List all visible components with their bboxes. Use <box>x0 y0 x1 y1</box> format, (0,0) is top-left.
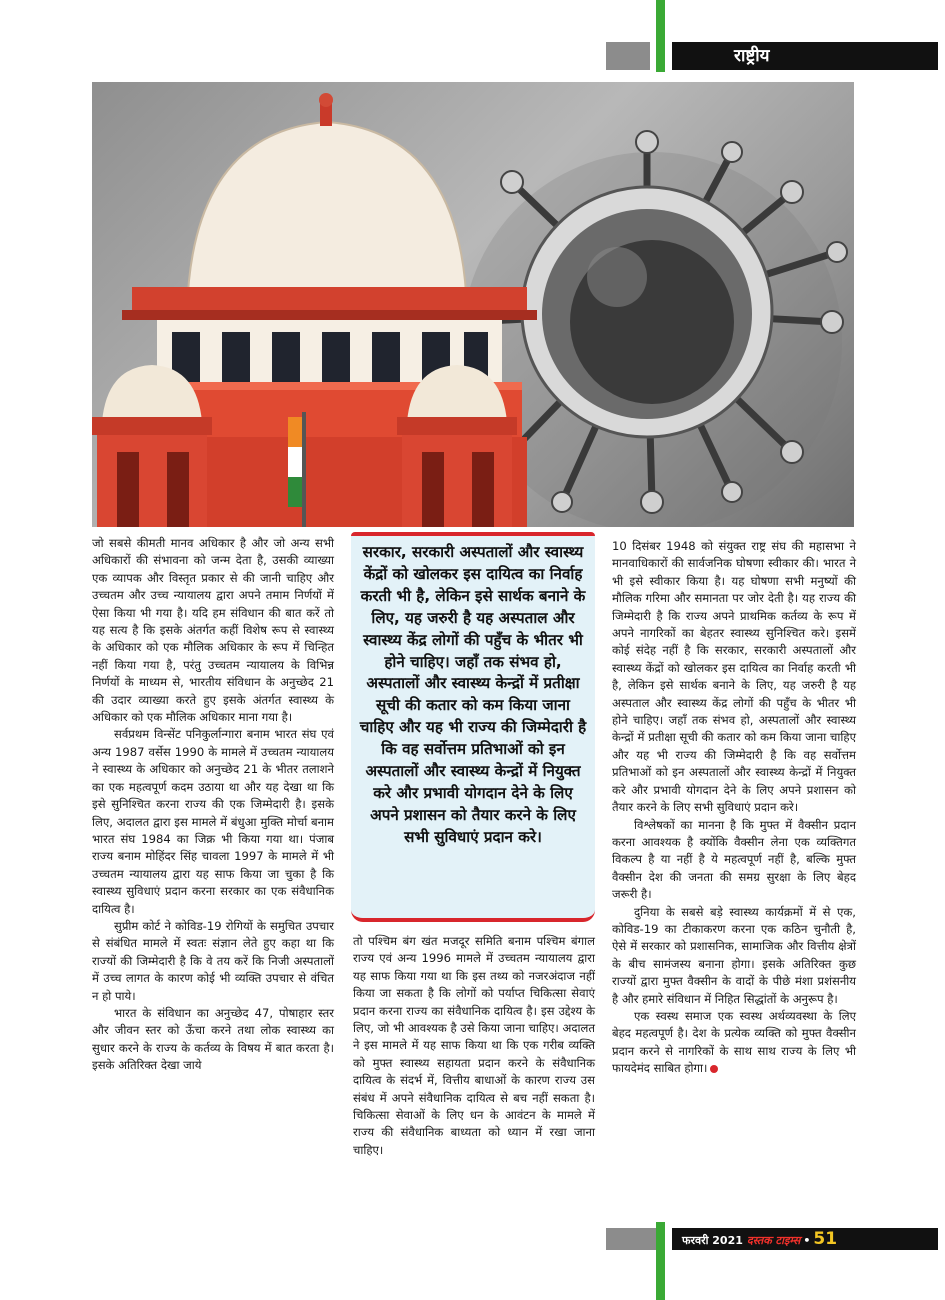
paragraph: भारत के संविधान का अनुच्छेद 47, पोषाहार स्तर और जीवन स्तर को ऊँचा करने तथा लोक स्वास्थ्य का सुधार करने के राज्य के कर्तव्य के विषय में बात करता है। इसके अतिरिक्त देखा जाये <box>92 1005 334 1073</box>
column-1 <box>92 535 334 1075</box>
end-mark-icon <box>710 1065 718 1073</box>
magazine-logo: दस्तक टाइम्स <box>746 1234 801 1247</box>
pull-quote <box>351 532 595 922</box>
paragraph: दुनिया के सबसे बड़े स्वास्थ्य कार्यक्रमों में से एक, कोविड-19 का टीकाकरण करना एक कठिन चुनौती है, ऐसे में सरकार को प्रशासनिक, सामाजिक और वित्तीय क्षेत्रों के बीच सामंजस्य बनाना होगा। इसके अतिरिक्त कुछ राज्यों द्वारा मुफ्त वैक्सीन के वादों के पीछे मंशा प्रशंसनीय है और हमारे संविधान में निहित सिद्धांतों के अनुरूप है। <box>612 904 856 1006</box>
paragraph: विश्लेषकों का मानना है कि मुफ्त में वैक्सीन प्रदान करना आवश्यक है क्योंकि वैक्सीन लेना एक व्यक्तिगत विकल्प है या नहीं है ये महत्वपूर्ण नहीं है, बल्कि मुफ्त वैक्सीन देश की जनता की समग्र सुरक्षा के लिए बेहद जरूरी है। <box>612 817 856 902</box>
pull-quote-text: सरकार, सरकारी अस्पतालों और स्वास्थ्य केंद्रों को खोलकर इस दायित्व का निर्वाह करती भी है, लेकिन इसे सार्थक बनाने के लिए, यह जरुरी है यह अस्पताल और स्वास्थ्य केंद्र लोगों की पहुँच के भीतर भी होने चाहिए। जहाँ तक संभव हो, अस्पतालों और स्वास्थ्य केन्द्रों में प्रतीक्षा सूची की कतार को कम किया जाना चाहिए और यह भी राज्य की जिम्मेदारी है कि वह सर्वोत्तम प्रतिभाओं को इन अस्पतालों और स्वास्थ्य केन्द्रों में नियुक्त करे और प्रभावी योगदान देने के लिए अपने प्रशासन को तैयार करने के लिए सभी सुविधाएं प्रदान करे। <box>359 543 587 846</box>
paragraph: तो पश्चिम बंग खंत मजदूर समिति बनाम पश्चिम बंगाल राज्य एवं अन्य 1996 मामले में उच्चतम न्यायालय द्वारा यह साफ किया गया था कि इस तथ्य को नजरअंदाज नहीं किया जा सकता है कि लोगों को पर्याप्त चिकित्सा सेवाएं प्रदान करना राज्य का संवैधानिक दायित्व है। इस उद्देश्य के लिए, जो भी आवश्यक है उसे किया जाना चाहिए। अदालत ने इस मामले में यह साफ किया था कि एक गरीब व्यक्ति को मुफ्त स्वास्थ्य सहायता प्रदान करने के संवैधानिक दायित्व के संदर्भ में, वित्तीय बाधाओं के कारण राज्य उस संबंध में अपने संवैधानिक दायित्व से बच नहीं सकता है। चिकित्सा सेवाओं के लिए धन के आवंटन के मामले में राज्य की संवैधानिक बाध्यता को ध्यान में रखा जाना चाहिए। <box>353 934 595 1157</box>
paragraph <box>612 1008 856 1078</box>
header-gray-block <box>606 42 650 70</box>
supreme-court-illustration <box>92 93 537 527</box>
page-number: 51 <box>813 1229 838 1249</box>
section-label: राष्ट्रीय <box>672 42 938 70</box>
header-green-bar <box>656 0 665 72</box>
paragraph: जो सबसे कीमती मानव अधिकार है और जो अन्य सभी अधिकारों की संभावना को जन्म देता है, उसकी व्याख्या एक व्यापक और विस्तृत प्रकार से की जानी चाहिए और उच्चतम और उच्च न्यायालय द्वारा अपने तमाम निर्णयों में ऐसा किया भी गया है। यदि हम संविधान की बात करें तो यह सत्य है कि इसके अंतर्गत कहीं विशेष रूप से स्वास्थ्य के अधिकार को एक मौलिक अधिकार के रूप में चिन्हित नहीं किया गया है, परंतु उच्चतम न्यायालय के विभिन्न निर्णयों के माध्यम से, भारतीय संविधान के अनुच्छेद 21 की उदार व्याख्या करते हुए इसके अंतर्गत स्वास्थ्य के अधिकार को एक मौलिक अधिकार माना गया है। <box>92 536 334 725</box>
footer-gray-block <box>606 1228 656 1250</box>
hero-illustration <box>92 82 854 527</box>
paragraph: सुप्रीम कोर्ट ने कोविड-19 रोगियों के समुचित उपचार से संबंधित मामले में स्वतः संज्ञान लेते हुए कहा था कि राज्यों की जिम्मेदारी है कि वे तय करें कि निजी अस्पतालों में उच्च लागत के कारण कोई भी व्यक्ति उपचार से वंचित न हो पाये। <box>92 918 334 1003</box>
issue-date: फरवरी 2021 <box>682 1234 743 1247</box>
paragraph: सर्वप्रथम विन्सेंट पनिकुर्लान्गारा बनाम भारत संघ एवं अन्य 1987 वर्सेस 1990 के मामले में उच्चतम न्यायालय ने स्वास्थ्य के अधिकार को अनुच्छेद 21 के भीतर तलाशने का एक महत्वपूर्ण कदम उठाया था और यह देखा था कि इसे सुनिश्चित करना राज्य की एक जिम्मेदारी है। इसके लिए, अदालत द्वारा इस मामले में बंधुआ मुक्ति मोर्चा बनाम भारत संघ 1984 का जिक्र भी किया गया था। पंजाब राज्य बनाम मोहिंदर सिंह चावला 1997 के मामले में भी उच्चतम न्यायालय द्वारा यह साफ किया जा चुका है कि स्वास्थ्य सुविधाएं प्रदान करना सरकार का एक संवैधानिक दायित्व है। <box>92 727 334 916</box>
column-2 <box>353 933 595 1159</box>
paragraph-text: एक स्वस्थ समाज एक स्वस्थ अर्थव्यवस्था के लिए बेहद महत्वपूर्ण है। देश के प्रत्येक व्यक्ति को मुफ्त वैक्सीन प्रदान करने से नागरिकों के साथ साथ राज्य के लिए भी फायदेमंद साबित होगा। <box>612 1008 856 1076</box>
footer-bar <box>672 1228 938 1250</box>
column-3 <box>612 538 856 1078</box>
footer-separator: • <box>803 1234 811 1247</box>
footer-green-bar <box>656 1222 665 1300</box>
paragraph: 10 दिसंबर 1948 को संयुक्त राष्ट्र संघ की महासभा ने मानवाधिकारों की सार्वजनिक घोषणा स्वीकार की। भारत ने भी इसे स्वीकार किया है। यह घोषणा सभी मनुष्यों की मौलिक गरिमा और समानता पर जोर देती है। यह राज्य की जिम्मेदारी है कि राज्य अपने प्राथमिक कर्तव्य के रूप में अपने नागरिकों का बेहतर स्वास्थ्य सुनिश्चित करे। इसमें कोई संदेह नहीं है कि सरकार, सरकारी अस्पतालों और स्वास्थ्य केंद्रों को खोलकर इस दायित्व का निर्वाह करती भी है, लेकिन इसे सार्थक बनाने के लिए, यह जरुरी है यह अस्पताल और स्वास्थ्य केंद्र लोगों की पहुँच के भीतर भी होने चाहिए। जहाँ तक संभव हो, अस्पतालों और स्वास्थ्य केन्द्रों में प्रतीक्षा सूची की कतार को कम किया जाना चाहिए और यह भी राज्य की जिम्मेदारी है कि वह सर्वोत्तम प्रतिभाओं को इन अस्पतालों और स्वास्थ्य केन्द्रों में नियुक्त करे और प्रभावी योगदान देने के लिए अपने प्रशासन को तैयार करने के लिए सभी सुविधाएं प्रदान करे। <box>612 539 856 815</box>
hero-image <box>92 82 854 527</box>
